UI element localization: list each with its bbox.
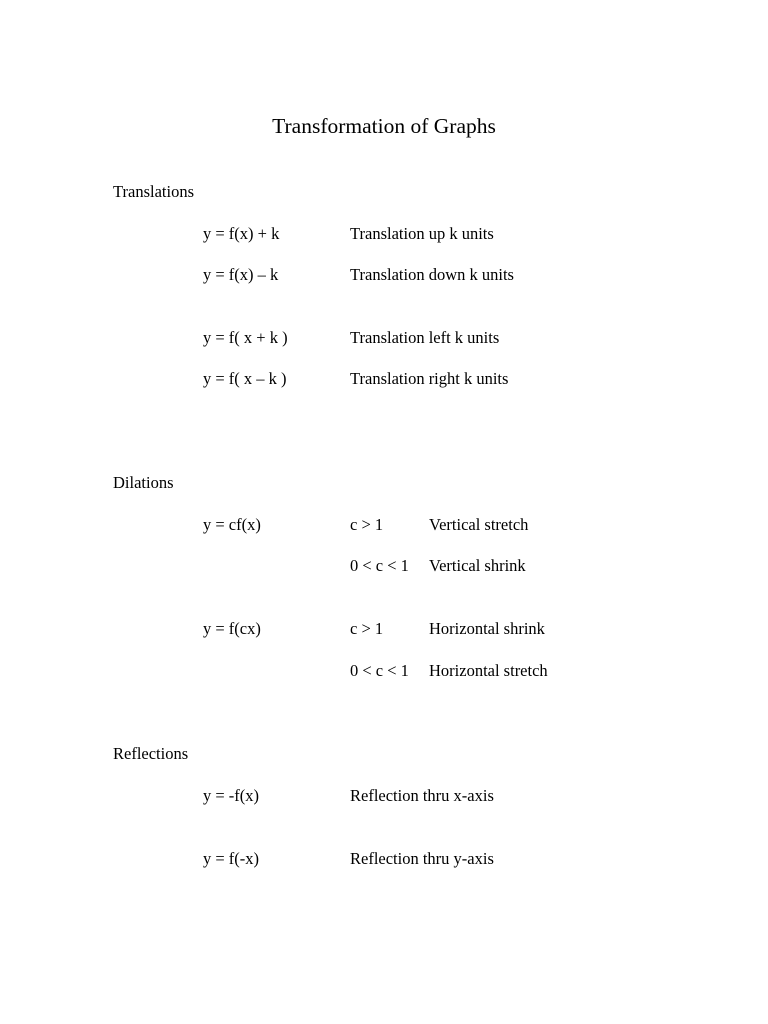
dilation-description: Horizontal shrink bbox=[429, 619, 545, 638]
translation-equation: y = f( x – k ) bbox=[203, 369, 287, 388]
page-title: Transformation of Graphs bbox=[272, 114, 496, 138]
dilation-equation: y = f(cx) bbox=[203, 619, 261, 638]
translation-description: Translation right k units bbox=[350, 369, 509, 388]
reflections-heading: Reflections bbox=[113, 744, 189, 763]
reflection-description: Reflection thru x-axis bbox=[350, 786, 494, 805]
dilation-condition: c > 1 bbox=[350, 619, 384, 638]
translation-description: Translation left k units bbox=[350, 328, 500, 347]
dilation-condition: c > 1 bbox=[350, 515, 384, 534]
dilations-heading: Dilations bbox=[113, 473, 174, 492]
translation-equation: y = f(x) + k bbox=[203, 224, 280, 243]
dilation-description: Vertical stretch bbox=[429, 515, 529, 534]
dilation-condition: 0 < c < 1 bbox=[350, 556, 409, 575]
dilation-equation: y = cf(x) bbox=[203, 515, 261, 534]
dilation-description: Vertical shrink bbox=[429, 556, 526, 575]
translation-description: Translation down k units bbox=[350, 265, 514, 284]
reflection-description: Reflection thru y-axis bbox=[350, 849, 494, 868]
reflection-equation: y = -f(x) bbox=[203, 786, 260, 805]
translations-heading: Translations bbox=[113, 182, 194, 201]
reflection-equation: y = f(-x) bbox=[203, 849, 260, 868]
translation-description: Translation up k units bbox=[350, 224, 494, 243]
dilation-condition: 0 < c < 1 bbox=[350, 661, 409, 680]
translation-equation: y = f( x + k ) bbox=[203, 328, 288, 347]
translation-equation: y = f(x) – k bbox=[203, 265, 279, 284]
dilation-description: Horizontal stretch bbox=[429, 661, 548, 680]
